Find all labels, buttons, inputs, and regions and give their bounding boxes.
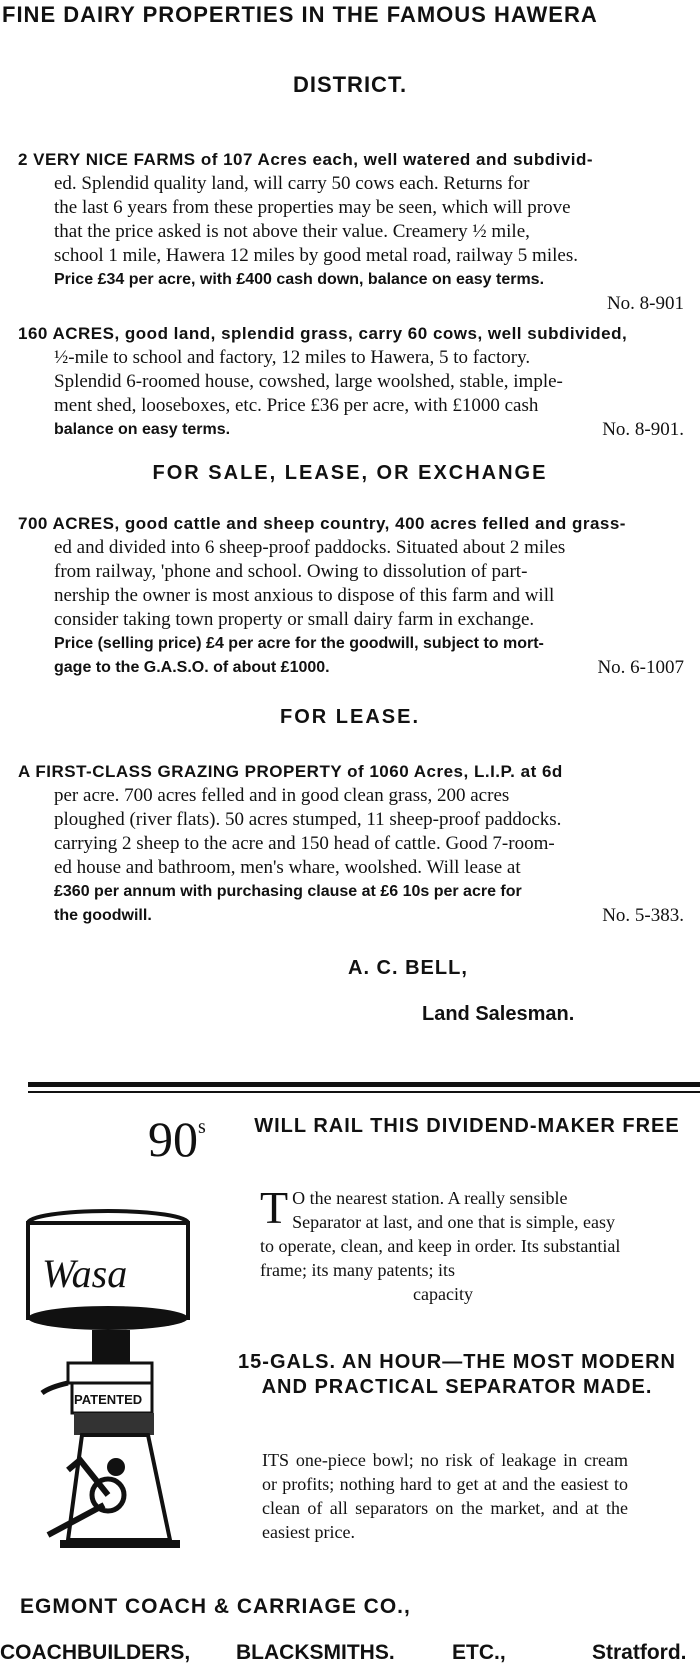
listing-line: per acre. 700 acres felled and in good clean grass, 200 acres [54,785,510,806]
cream-separator-illustration [20,1205,210,1550]
listing-line: ed and divided into 6 sheep-proof paddocks. Situated about 2 miles [54,537,566,558]
listing-price: balance on easy terms. [54,421,231,438]
listing-line: ploughed (river flats). 50 acres stumped, 11 sheep-proof paddocks. [54,809,562,830]
listing-line: 160 ACRES, good land, splendid grass, carry 60 cows, well subdivided, [18,324,628,343]
listing-price: Price £34 per acre, with £400 cash down, balance on easy terms. [54,271,545,288]
page-headline-continued: DISTRICT. [292,72,408,97]
divider-rule [28,1091,700,1093]
listing-line: 2 VERY NICE FARMS of 107 Acres each, well watered and subdivid- [18,150,594,169]
trade-coachbuilders: COACHBUILDERS, [0,1641,191,1664]
listing-item [18,148,690,314]
section-heading-for-lease: FOR LEASE. [279,706,420,728]
listing-line: the last 6 years from these properties may be seen, which will prove [54,197,571,218]
ad-dropcap: T [260,1182,289,1233]
agent-title: Land Salesman. [422,1003,575,1025]
agent-name: A. C. BELL, [348,957,468,979]
ad-price: 90$^s$ [148,1111,206,1167]
listing-line: that the price asked is not above their value. Creamery ½ mile, [54,221,530,242]
listing-line: from railway, 'phone and school. Owing to dissolution of part- [54,561,528,582]
listing-line: Splendid 6-roomed house, cowshed, large woolshed, stable, imple- [54,371,563,392]
listing-line: school 1 mile, Hawera 12 miles by good metal road, railway 5 miles. [54,245,578,266]
listing-price: £360 per annum with purchasing clause at £6 10s per acre for [54,883,522,900]
trade-blacksmiths: BLACKSMITHS. [236,1641,395,1664]
ad-headline: WILL RAIL THIS DIVIDEND-MAKER FREE [254,1115,680,1137]
listing-reference: No. 8-901. [602,419,684,440]
listing-item [18,760,690,928]
trade-etc: ETC., [452,1641,506,1664]
section-heading-sale-lease-exchange: FOR SALE, LEASE, OR EXCHANGE [152,462,548,484]
listing-reference: No. 8-901 [606,293,684,314]
listing-line: 700 ACRES, good cattle and sheep country, 400 acres felled and grass- [18,514,626,533]
listing-line: carrying 2 sheep to the acre and 150 head of cattle. Good 7-room- [54,833,555,854]
listing-price: the goodwill. [54,907,152,924]
drum-brand-label: Wasa [42,1251,128,1296]
ad-body-paragraph: ITS one-piece bowl; no risk of leakage in cream or profits; nothing hard to get at and the easiest to clean of all separators on the market, and at the easiest price. [262,1450,628,1542]
ad-body-paragraph: T O the nearest station. A really sensible Separator at last, and one that is simple, easy to operate, clean, and keep in order. Its substantial frame; its many patents; its capacity [260,1182,621,1304]
divider-rule [28,1082,700,1087]
listing-price: gage to the G.A.S.O. of about £1000. [54,659,330,676]
listing-line: A FIRST-CLASS GRAZING PROPERTY of 1060 Acres, L.I.P. at 6d [18,762,563,781]
listing-reference: No. 6-1007 [597,657,684,678]
maker-town: Stratford. [592,1641,687,1664]
listing-reference: No. 5-383. [602,905,684,926]
patent-band-label: PATENTED [74,1392,143,1407]
listing-line: nership the owner is most anxious to dispose of this farm and will [54,585,555,606]
listing-line: consider taking town property or small dairy farm in exchange. [54,609,535,630]
listing-price: Price (selling price) £4 per acre for the goodwill, subject to mort- [54,635,544,652]
listing-item [18,322,690,442]
listing-line: ed house and bathroom, men's whare, woolshed. Will lease at [54,857,521,878]
listing-line: ed. Splendid quality land, will carry 50 cows each. Returns for [54,173,530,194]
page-headline: FINE DAIRY PROPERTIES IN THE FAMOUS HAWERA [2,2,598,27]
listing-line: ment shed, looseboxes, etc. Price £36 per acre, with £1000 cash [54,395,539,416]
maker-name: EGMONT COACH & CARRIAGE CO., [20,1595,411,1618]
listing-item [18,512,690,680]
ad-subheadline: 15-GALS. AN HOUR—THE MOST MODERN AND PRACTICAL SEPARATOR MADE. [238,1351,676,1398]
listing-line: ½-mile to school and factory, 12 miles to Hawera, 5 to factory. [54,347,531,368]
